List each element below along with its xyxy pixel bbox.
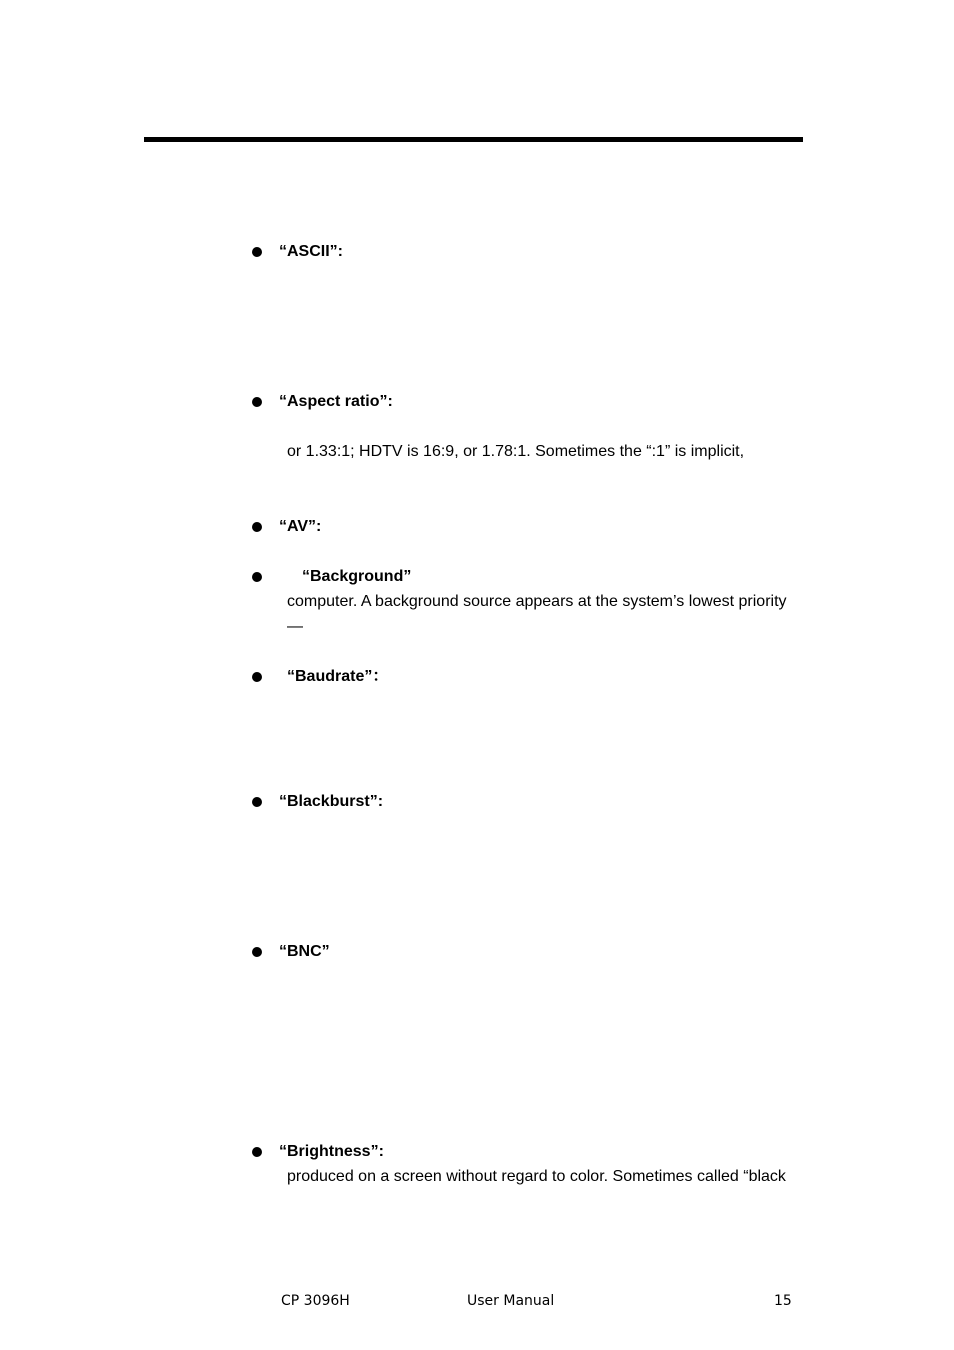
- bullet-icon: [252, 522, 262, 532]
- glossary-term: “Blackburst”:: [279, 793, 384, 810]
- bullet-icon: [252, 947, 262, 957]
- bullet-icon: [252, 397, 262, 407]
- glossary-term: “Baudrate”：: [287, 668, 389, 685]
- brightness-text-line: produced on a screen without regard to color. Sometimes called “black: [287, 1168, 786, 1185]
- bullet-icon: [252, 672, 262, 682]
- glossary-term: “Background”: [302, 568, 412, 585]
- glossary-term: “BNC”: [279, 943, 330, 960]
- glossary-term: “Brightness”:: [279, 1143, 384, 1160]
- footer-page-number: 15: [774, 1293, 792, 1309]
- footer-model: CP 3096H: [281, 1293, 350, 1309]
- glossary-term: “Aspect ratio”:: [279, 393, 393, 410]
- header-rule: [144, 137, 803, 142]
- aspect-ratio-text-line: or 1.33:1; HDTV is 16:9, or 1.78:1. Sometimes the “:1” is implicit,: [287, 443, 745, 460]
- footer-title: User Manual: [467, 1293, 555, 1309]
- bullet-icon: [252, 572, 262, 582]
- bullet-icon: [252, 247, 262, 257]
- glossary-term: “AV”:: [279, 518, 322, 535]
- background-text-line: computer. A background source appears at the system’s lowest priority: [287, 593, 787, 610]
- glossary-term: “ASCII”:: [279, 243, 343, 260]
- bullet-icon: [252, 797, 262, 807]
- bullet-icon: [252, 1147, 262, 1157]
- background-text-line-2: —: [287, 618, 303, 635]
